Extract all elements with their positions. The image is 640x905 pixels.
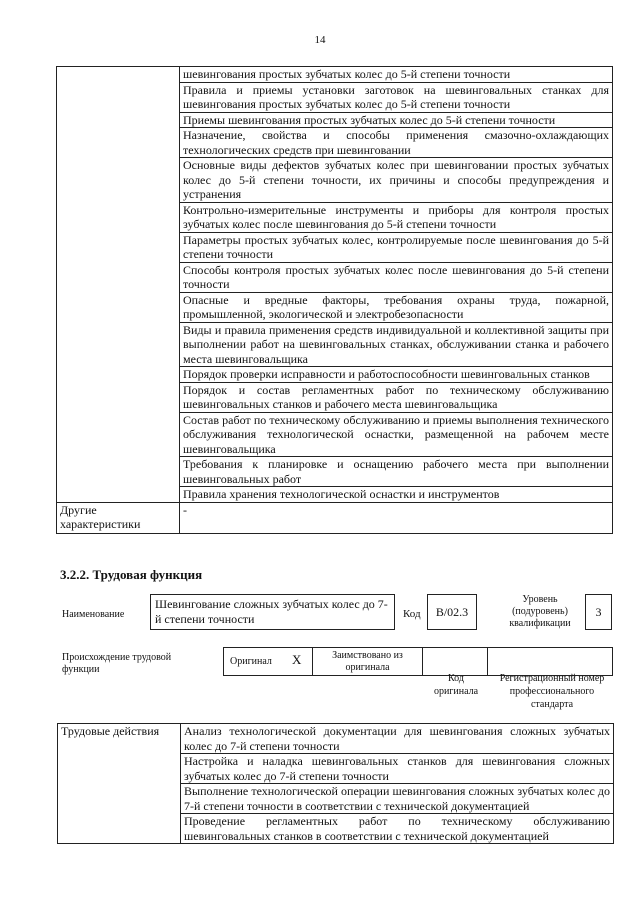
- function-code-box: B/02.3: [427, 594, 477, 630]
- origin-label: Происхождение трудовой функции: [62, 652, 172, 675]
- actions-label: Трудовые действия: [58, 724, 181, 844]
- knowledge-item: Требования к планировке и оснащению рабочего места при выполнении шевинговальных работ: [180, 457, 613, 487]
- knowledge-item: Правила хранения технологической оснастки и инструментов: [180, 487, 613, 503]
- reg-number-label: Регистрационный номер профессионального стандарта: [499, 673, 605, 710]
- knowledge-item: шевингования простых зубчатых колес до 5-й степени точности: [180, 67, 613, 83]
- knowledge-table: [56, 66, 613, 534]
- knowledge-item: Назначение, свойства и способы применения смазочно-охлаждающих технологических средств при шевинговании: [180, 128, 613, 158]
- knowledge-item: Приемы шевингования простых зубчатых колес до 5-й степени точности: [180, 112, 613, 128]
- code-original-label: Код оригинала: [433, 673, 479, 697]
- knowledge-item: Контрольно-измерительные инструменты и приборы для контроля простых зубчатых колес после шевингования до 5-й степени точности: [180, 202, 613, 232]
- knowledge-item: Порядок и состав регламентных работ по техническому обслуживанию шевинговальных станков и рабочего места шевинговальщика: [180, 382, 613, 412]
- original-label: Оригинал: [230, 656, 272, 667]
- knowledge-item: Способы контроля простых зубчатых колес после шевингования до 5-й степени точности: [180, 262, 613, 292]
- action-item: Проведение регламентных работ по техническому обслуживанию шевинговальных станков в соответствии с технической документацией: [181, 814, 614, 844]
- knowledge-item: Опасные и вредные факторы, требования охраны труда, пожарной, промышленной, экологической и электробезопасности: [180, 292, 613, 322]
- code-label: Код: [403, 608, 421, 620]
- knowledge-item: Правила и приемы установки заготовок на шевинговальных станках для шевингования простых зубчатых колес до 5-й степени точности: [180, 82, 613, 112]
- action-item: Настройка и наладка шевинговальных станков для шевингования сложных зубчатых колес до 7-й степени точности: [181, 754, 614, 784]
- table-row: [57, 502, 613, 533]
- function-name-box: Шевингование сложных зубчатых колес до 7-й степени точности: [150, 594, 395, 630]
- knowledge-item: Состав работ по техническому обслуживанию и приемы выполнения технического обслуживания технологической оснастки, размещенной на рабочем месте шевинговальщика: [180, 412, 613, 457]
- section-title: 3.2.2. Трудовая функция: [60, 567, 203, 582]
- knowledge-item: Виды и правила применения средств индивидуальной и коллективной защиты при выполнении работ на шевинговальных станках, обслуживании станка и рабочего места шевинговальщика: [180, 322, 613, 367]
- knowledge-item: Параметры простых зубчатых колес, контролируемые после шевингования до 5-й степени точности: [180, 232, 613, 262]
- action-item: Анализ технологической документации для шевингования сложных зубчатых колес до 7-й степени точности: [181, 724, 614, 754]
- table-row: [57, 67, 613, 83]
- actions-table: [57, 723, 614, 844]
- other-characteristics-value: -: [180, 502, 613, 533]
- borrowed-cell: [312, 647, 423, 676]
- original-cell: [223, 647, 313, 676]
- action-item: Выполнение технологической операции шевингования сложных зубчатых колес до 7-й степени точности в соответствии с технической документацией: [181, 784, 614, 814]
- level-label: Уровень (подуровень) квалификации: [509, 594, 571, 629]
- borrowed-label: Заимствовано из оригинала: [332, 650, 403, 673]
- knowledge-item: Основные виды дефектов зубчатых колес при шевинговании простых зубчатых колес до 5-й степени точности, их причины и способы предупреждения и устранения: [180, 158, 613, 203]
- level-value-box: 3: [585, 594, 612, 630]
- original-mark: X: [292, 652, 302, 667]
- page-number: 14: [314, 34, 326, 46]
- knowledge-item: Порядок проверки исправности и работоспособности шевинговальных станков: [180, 367, 613, 383]
- name-label: Наименование: [62, 609, 125, 620]
- knowledge-label-cell: [57, 67, 180, 503]
- other-characteristics-label: Другие характеристики: [57, 502, 180, 533]
- table-row: [58, 724, 614, 754]
